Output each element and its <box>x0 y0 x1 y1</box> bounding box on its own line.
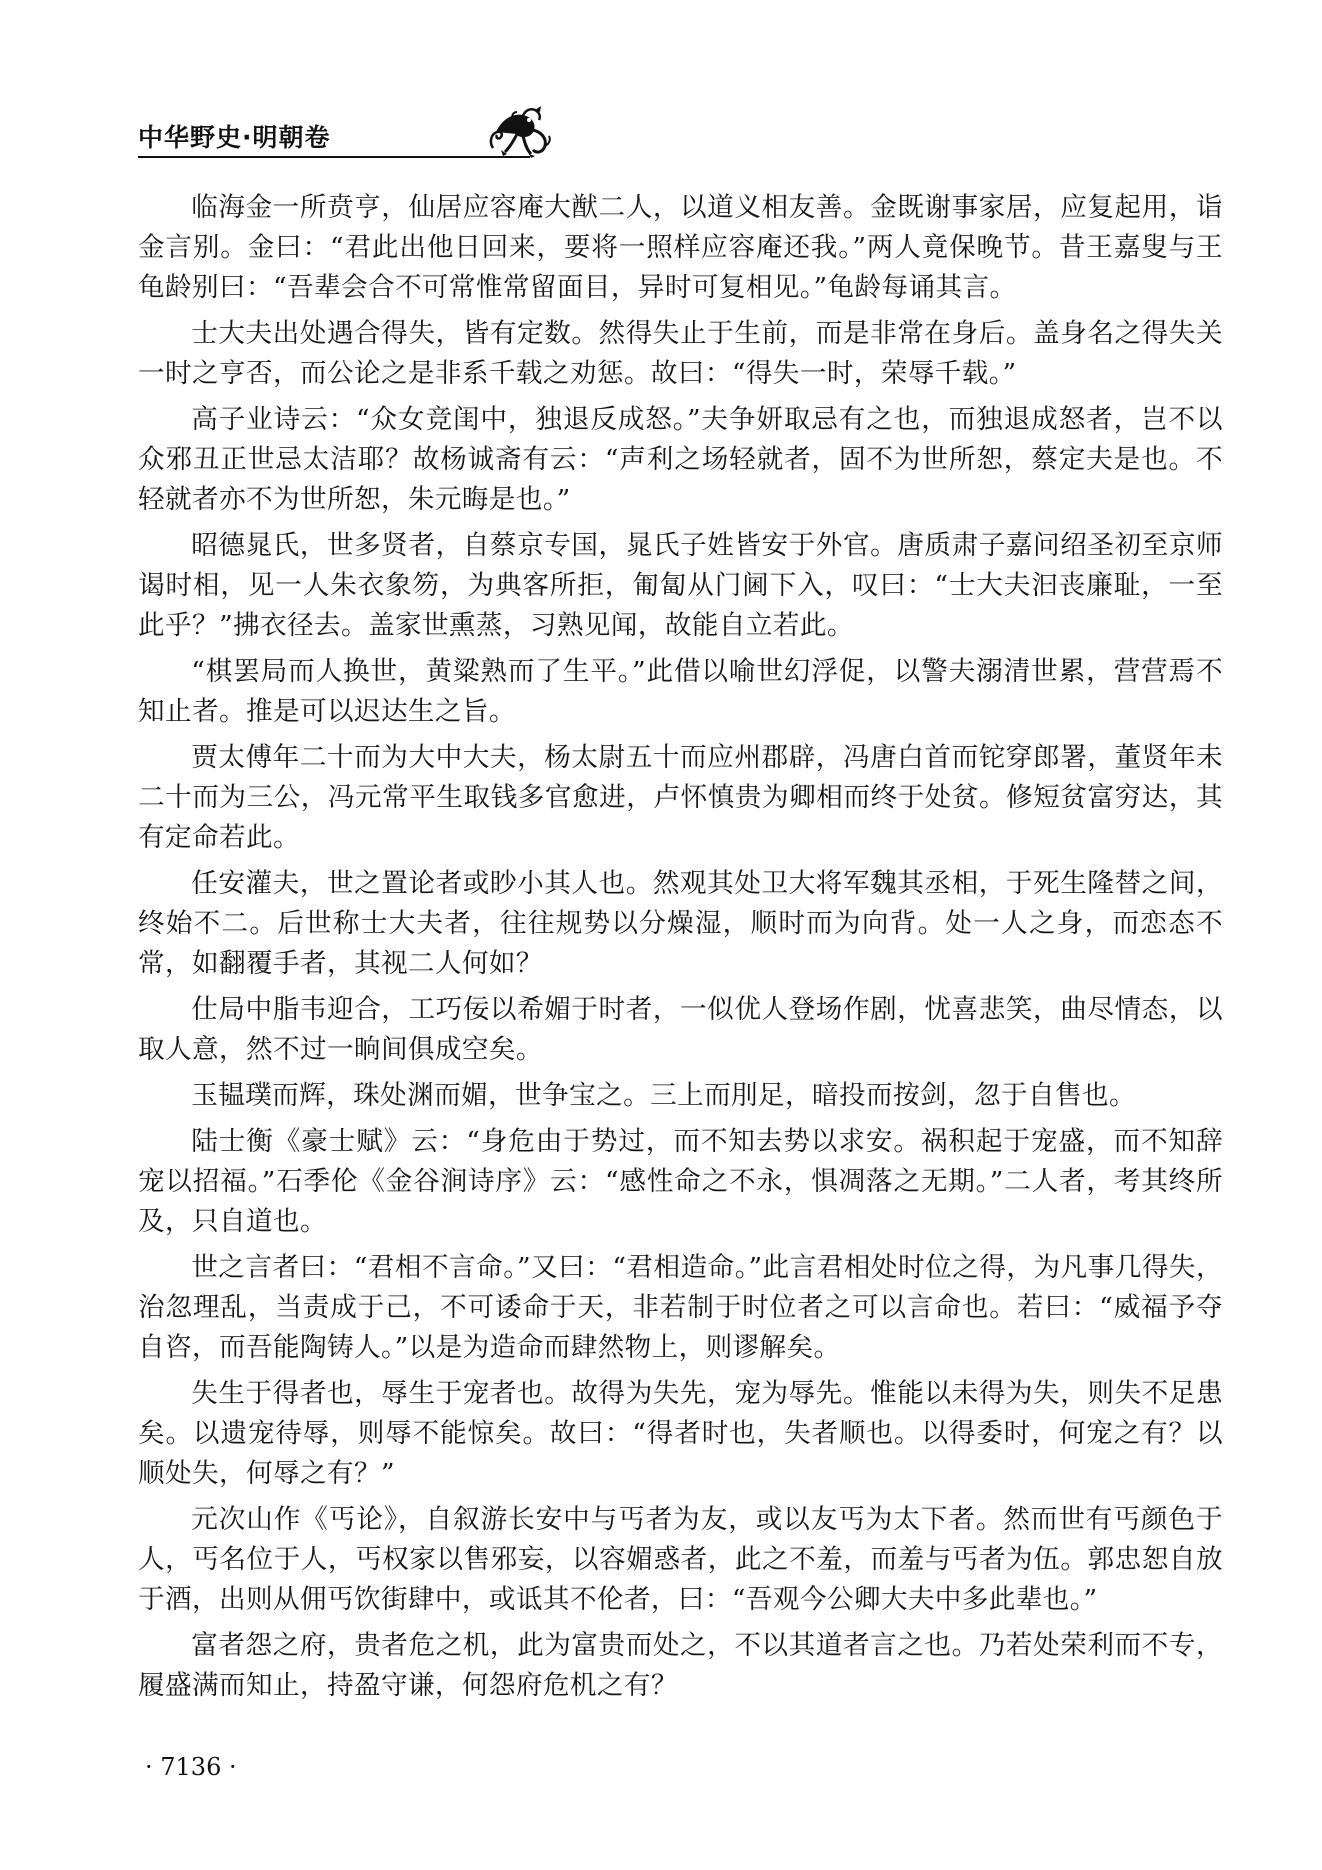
running-header <box>138 112 1223 162</box>
paragraph: 仕局中脂韦迎合，工巧佞以希媚于时者，一似优人登场作剧，忧喜悲笑，曲尽情态，以取人意，然不过一晌间俱成空矣。 <box>138 994 1223 1065</box>
paragraph: 昭德晁氏，世多贤者，自蔡京专国，晁氏子姓皆安于外官。唐质肃子嘉问绍圣初至京师谒时相，见一人朱衣象笏，为典客所拒，匍匐从门阃下入，叹曰：“士大夫汩丧廉耻，一至此乎？”拂衣径去。盖家世熏蒸，习熟见闻，故能自立若此。 <box>138 530 1223 641</box>
paragraph: 贾太傅年二十而为大中大夫，杨太尉五十而应州郡辟，冯唐白首而铊穿郎署，董贤年未二十而为三公，冯元常平生取钱多官愈进，卢怀慎贵为卿相而终于处贫。修短贫富穷达，其有定命若此。 <box>138 742 1223 853</box>
paragraph: 临海金一所贲亨，仙居应容庵大猷二人，以道义相友善。金既谢事家居，应复起用，诣金言别。金曰：“君此出他日回来，要将一照样应容庵还我。”两人竟保晚节。昔王嘉叟与王龟龄别曰：“吾辈会合不可常惟常留面目，异时可复相见。”龟龄每诵其言。 <box>138 192 1223 303</box>
paragraph: 士大夫出处遇合得失，皆有定数。然得失止于生前，而是非常在身后。盖身名之得失关一时之亨否，而公论之是非系千载之劝惩。故曰：“得失一时，荣辱千载。” <box>138 318 1223 389</box>
paragraph: 高子业诗云：“众女竞闺中，独退反成怒。”夫争妍取忌有之也，而独退成怒者，岂不以众邪丑正世忌太洁耶？故杨诚斋有云：“声利之场轻就者，固不为世所恕，蔡定夫是也。不轻就者亦不为世所恕，朱元晦是也。” <box>138 404 1223 515</box>
book-title: 中华野史·明朝卷 <box>138 123 331 152</box>
paragraph: 失生于得者也，辱生于宠者也。故得为失先，宠为辱先。惟能以未得为失，则失不足患矣。以遗宠待辱，则辱不能惊矣。故曰：“得者时也，失者顺也。以得委时，何宠之有？以顺处失，何辱之有？” <box>138 1378 1223 1489</box>
paragraph: 元次山作《丐论》，自叙游长安中与丐者为友，或以友丐为太下者。然而世有丐颜色于人，丐名位于人，丐权家以售邪妄，以容媚惑者，此之不羞，而羞与丐者为伍。郭忠恕自放于酒，出则从佣丐饮街肆中，或诋其不伦者，曰：“吾观今公卿大夫中多此辈也。” <box>138 1504 1223 1615</box>
paragraph: 玉韫璞而辉，珠处渊而媚，世争宝之。三上而刖足，暗投而按剑，忽于自售也。 <box>191 1080 1136 1111</box>
paragraph: 世之言者曰：“君相不言命。”又曰：“君相造命。”此言君相处时位之得，为凡事几得失，治忽理乱，当责成于己，不可诿命于天，非若制于时位者之可以言命也。若曰：“威福予夺自咨，而吾能陶铸人。”以是为造命而肆然物上，则谬解矣。 <box>138 1252 1223 1363</box>
header-rule <box>138 156 530 158</box>
paragraph: 富者怨之府，贵者危之机，此为富贵而处之，不以其道者言之也。乃若处荣利而不专，履盛满而知止，持盈守谦，何怨府危机之有？ <box>138 1630 1223 1701</box>
paragraph: “棋罢局而人换世，黄粱熟而了生平。”此借以喻世幻浮促，以警夫溺清世累，营营焉不知止者。推是可以迟达生之旨。 <box>138 656 1223 727</box>
body-text <box>138 188 1223 1712</box>
paragraph: 陆士衡《豪士赋》云：“身危由于势过，而不知去势以求安。祸积起于宠盛，而不知辞宠以招福。”石季伦《金谷涧诗序》云：“感性命之不永，惧凋落之无期。”二人者，考其终所及，只自道也。 <box>138 1126 1223 1237</box>
page-number: · 7136 · <box>145 1753 237 1781</box>
paragraph: 任安灌夫，世之置论者或眇小其人也。然观其处卫大将军魏其丞相，于死生隆替之间，终始不二。后世称士大夫者，往往规势以分燥湿，顺时而为向背。处一人之身，而恋态不常，如翻覆手者，其视二人何如？ <box>138 868 1223 979</box>
dragon-emblem-icon <box>483 104 555 160</box>
